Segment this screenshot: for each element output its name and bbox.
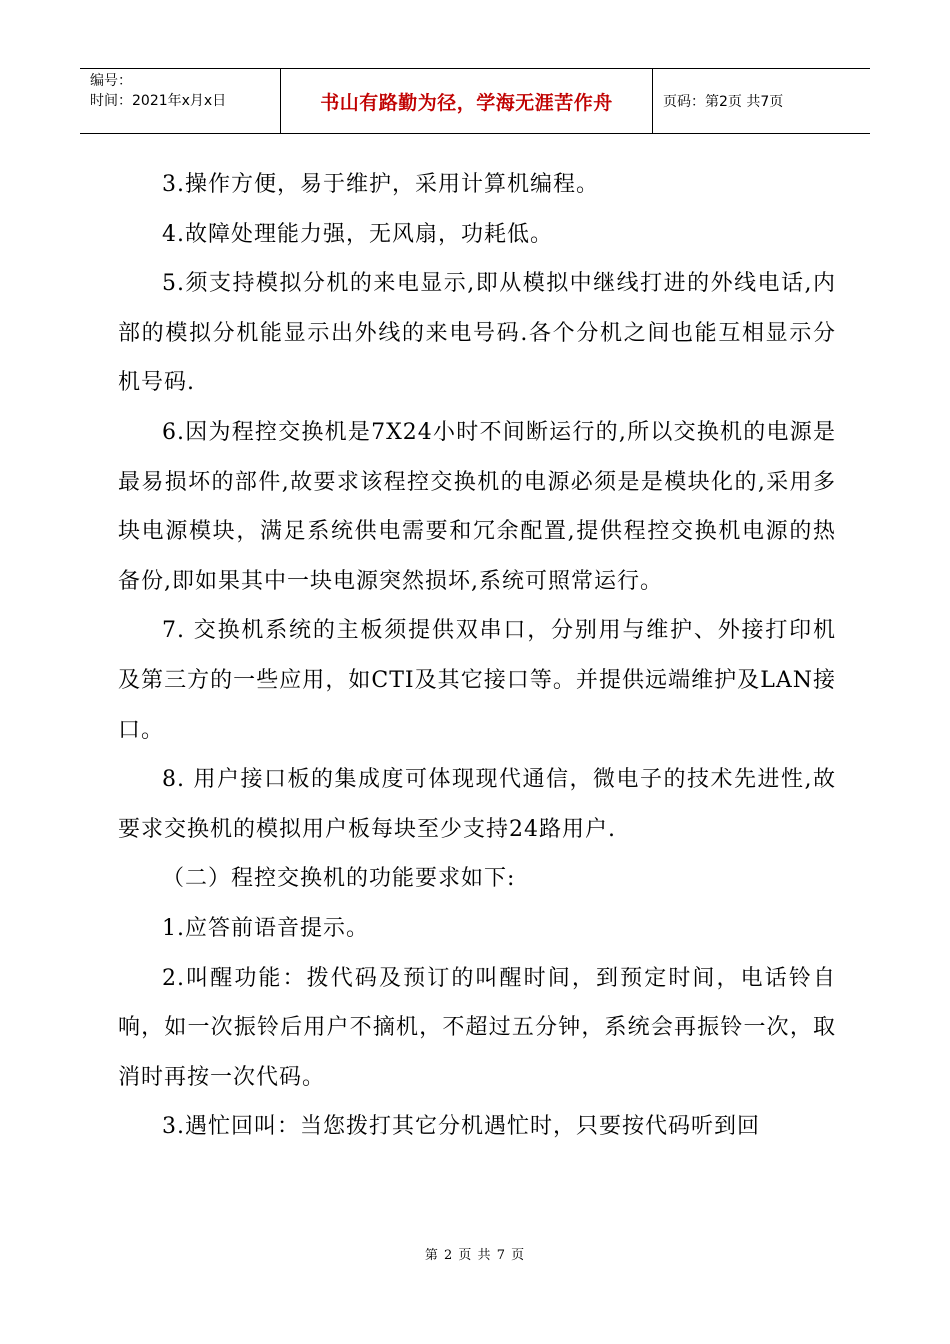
number-label: 编号： — [90, 73, 132, 89]
paragraph: 2.叫醒功能：拨代码及预订的叫醒时间，到预定时间，电话铃自响，如一次振铃后用户不摘机，不超过五分钟，系统会再振铃一次，取消时再按一次代码。 — [118, 965, 836, 1090]
paragraph: 4.故障处理能力强，无风扇，功耗低。 — [162, 221, 553, 247]
page-header — [80, 68, 870, 134]
page-footer: 第 2 页 共 7 页 — [424, 1248, 526, 1263]
paragraph: 1.应答前语音提示。 — [162, 915, 369, 941]
paragraph: 6.因为程控交换机是7X24小时不间断运行的,所以交换机的电源是最易损坏的部件,故要求该程控交换机的电源必须是是模块化的,采用多块电源模块，满足系统供电需要和冗余配置,提供程控交换机电源的热备份,即如果其中一块电源突然损坏,系统可照常运行。 — [118, 419, 836, 594]
header-motto: 书山有路勤为径，学海无涯苦作舟 — [281, 69, 653, 133]
section-heading: （二）程控交换机的功能要求如下: — [162, 866, 516, 892]
header-page-label: 页码：第2页 共7页 — [663, 94, 784, 110]
paragraph: 3.操作方便，易于维护，采用计算机编程。 — [162, 172, 599, 197]
header-meta — [80, 69, 281, 133]
document-body — [118, 160, 836, 1152]
paragraph: 3.遇忙回叫：当您拨打其它分机遇忙时，只要按代码听到回 — [162, 1114, 760, 1140]
paragraph: 8. 用户接口板的集成度可体现现代通信，微电子的技术先进性,故要求交换机的模拟用户板每块至少支持24路用户. — [118, 767, 836, 842]
paragraph: 5.须支持模拟分机的来电显示,即从模拟中继线打进的外线电话,内部的模拟分机能显示出外线的来电号码.各个分机之间也能互相显示分机号码. — [118, 271, 836, 396]
paragraph: 7. 交换机系统的主板须提供双串口，分别用与维护、外接打印机及第三方的一些应用，如CTI及其它接口等。并提供远端维护及LAN接口。 — [118, 618, 836, 743]
time-label: 时间：2021年x月x日 — [90, 93, 227, 109]
